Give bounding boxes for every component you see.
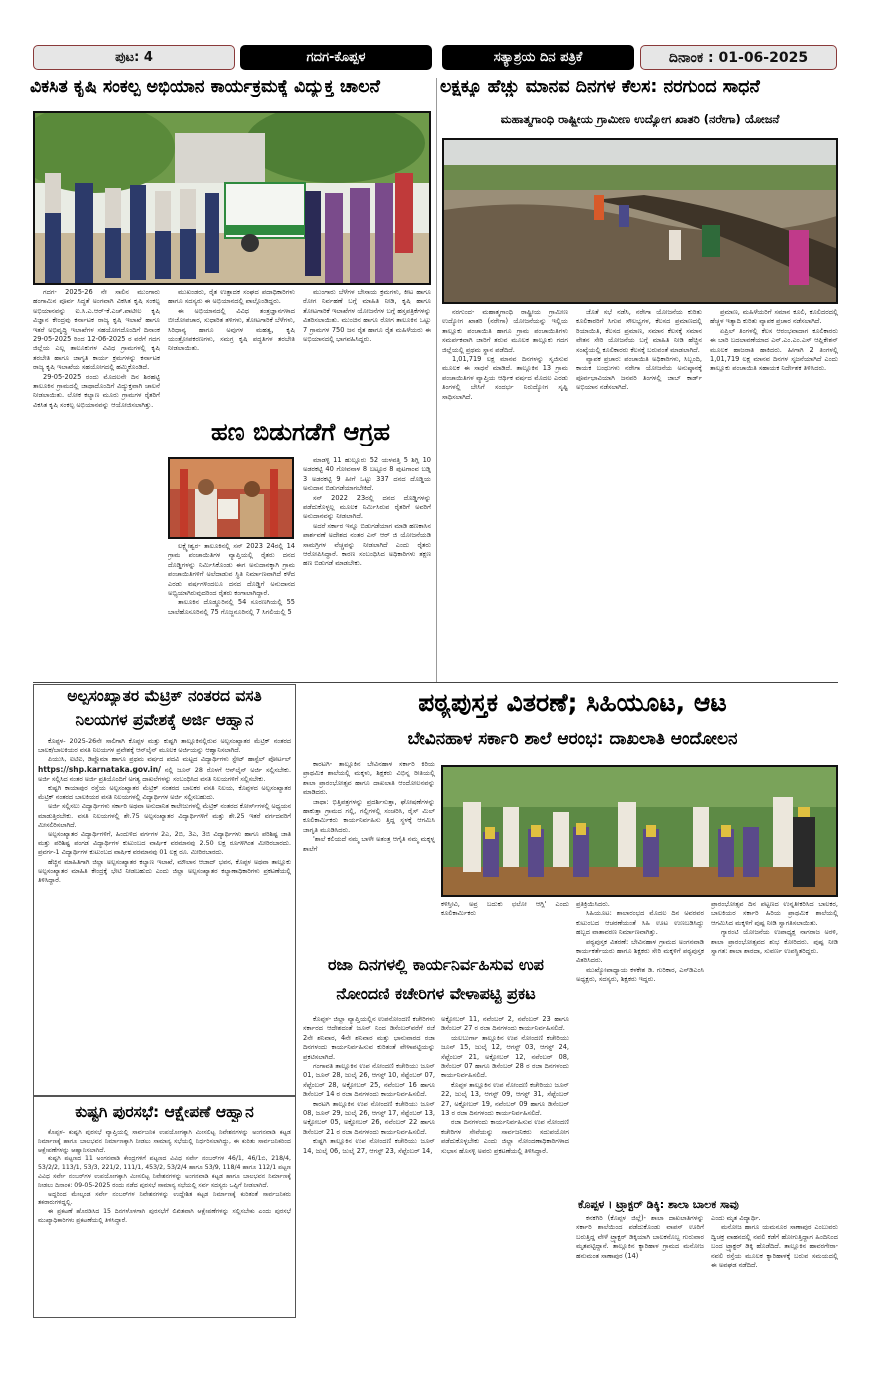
story5-paragraph: ಅದ್ದರಿಂದ ಮೇಲ್ಕಂಡ ಸರ್ವೇ ನಂಬರ್‌ಗಳ ನಿವೇಶನಗಳನ್ನು ಉದ್ದೇಶಿತ ಕಟ್ಟಡ ನಿರ್ಮಾಣಕ್ಕೆ ಕುರಿತಂತೆ ಸಾರ್ವಜನಿಕರು ತಕರಾರುಗಳಿದ್ದಲ್ಲಿ. — [38, 1190, 291, 1207]
story1-column-2 — [168, 288, 295, 410]
story7-column-2 — [441, 1015, 569, 1318]
story6-paragraph: ಗ್ಯಾರಂಟಿ ಯೋಜನೆಯ ಉಪಾಧ್ಯಕ್ಷ ನಾಗರಾಜ ಅರಳಿ, ಶಾಲಾ ಪ್ರಾರಂಭೋತ್ಸವದ ಶುಭ ಕೋರಿದರು. ಪುಷ್ಪ ನೀಡಿ ಸ್ವಾಗತ: ಶಾಲಾ ಶಾರದಾ, ಸುವರ್ಣ ಉಪಸ್ಥಿತರಿದ್ದರು. — [711, 928, 838, 956]
story8-paragraph: ಕನಕಗಿರಿ (ಕೊಪ್ಪಳ ಜಿಲ್ಲೆ)- ಶಾಲಾ ದಾಖಲಾತಿಗಳನ್ನು ಸರ್ಕಾರಿ ಶಾಲೆಯಿಂದ ಪಡೆದುಕೊಂಡು ವಾಪಸ್ ಊರಿಗೆ ಬರುತ್ತಿದ್ದ ವೇಳೆ ಟ್ರ್ಯಾಕ್ಟರ್ ಡಿಕ್ಕಿಯಾಗಿ ಬಾಲಕನೊಬ್ಬ ಗುರುವಾರ ಮೃತಪಟ್ಟಿದ್ದಾನೆ. ತಾಲ್ಲೂಕಿನ ಕ್ಯಾರಿಹಾಳ ಗ್ರಾಮದ ಮನೋಜ ಹನುಮಂತ ಸಾಣಾಪುರ (14) — [576, 1214, 704, 1260]
story4-box — [33, 684, 296, 1096]
story3-photo — [168, 457, 294, 539]
story6-paragraph: ಮುಖ್ಯೋಪಾಧ್ಯಾಯ ಕಳಕೇಶ ಡಿ. ಗುರಿಕಾರ, ಎಸ್‌ಡಿಎಂಸಿ ಅಧ್ಯಕ್ಷರು, ಸದಸ್ಯರು, ಶಿಕ್ಷಕರು ಇದ್ದರು. — [576, 965, 704, 984]
story7-paragraph: ಗಂಗಾವತಿ ತಾಲ್ಲೂಕಿನ ಉಪ ನೋಂದಣಿ ಕಚೇರಿಯು ಜೂನ್ 01, ಜೂನ್ 28, ಜುಲೈ 26, ಆಗಸ್ಟ್ 10, ಸೆಪ್ಟೆಂಬರ್ 07, ಸೆಪ್ಟೆಂಬರ್ 28, ಅಕ್ಟೋಬರ್ 25, ನವೆಂಬರ್ 16 ಹಾಗೂ ಡಿಸೆಂಬರ್ 14 ರ ರಜಾ ದಿನಗಳಂದು ಕಾರ್ಯನಿರ್ವಹಿಸಲಿದೆ. — [303, 1062, 435, 1099]
section-divider — [33, 682, 838, 683]
story7-headline-line1: ರಜಾ ದಿನಗಳಲ್ಲಿ ಕಾರ್ಯನಿರ್ವಹಿಸುವ ಉಪ — [328, 955, 544, 974]
story3-photo-image — [170, 459, 294, 539]
story6-photo-image — [443, 767, 838, 897]
story8-column-2 — [711, 1214, 838, 1318]
section-label — [240, 45, 432, 70]
story7-paragraph: ರಜಾ ದಿನಗಳಂದು ಕಾರ್ಯನಿರ್ವಹಿಸುವ ಉಪ ನೋಂದಣಿ ಕಚೇರಿಗಳ ಸೇವೆಯನ್ನು ಸಾರ್ವಜನಿಕರು ಸದುಪಯೋಗ ಪಡೆದುಕೊಳ್ಳಬೇಕು ಎಂದು ಜಿಲ್ಲಾ ನೋಂದಣಾಧಿಕಾರಿಗಳಾದ ಸುಭಾಸ ಹೊಸಳ್ಳಿ ಅವರು ಪ್ರಕಟಣೆಯಲ್ಲಿ ತಿಳಿಸಿದ್ದಾರೆ. — [441, 1118, 569, 1155]
story3-paragraph: ಸನ್ 2022 23ರಲ್ಲಿ ದನದ ದೊಡ್ಡಿಗಳನ್ನು ಪಡೆದುಕೊಳ್ಳಲ್ಲ ಮೂಲಕ ನಿರ್ಮಿಸಿರುವ ರೈತರಿಗೆ ಅವರಿಗೆ ಅನುದಾನವನ್ನು ನೀಡಲಾಗಿದೆ. — [303, 493, 431, 521]
story4-body — [38, 737, 291, 1092]
story2-paragraph: ಏಪ್ರಿಲ್ ತಿಂಗಳಲ್ಲಿ ಕೆಲಸ ಆರಂಭವಾದಾಗ ಕೂಲಿಕಾರರು ಈ ಬಾರಿ ಬದಲಾವಣೆಯಾದ ಎನ್.ಎಂ.ಎಂ.ಎಸ್ ಆಪ್ಲಿಕೇಶನ್ ಮೂಲಕ ಹಾಜರಾತಿ ಹಾಕಿದರು. ಹೀಗಾಗಿ 2 ತಿಂಗಳಲ್ಲಿ 1,01,719 ಲಕ್ಷ ಮಾನವ ದಿನಗಳ ಸೃಜನೆಯಾಗಿದೆ ಎಂದು ತಾಲ್ಲೂಕು ಪಂಚಾಯಿತಿ ಸಹಾಯಕ ನಿರ್ದೇಶಕ ತಿಳಿಸಿದರು. — [710, 326, 838, 373]
story2-photo-image — [444, 140, 838, 304]
story7-paragraph: ಕೊಪ್ಪಳ- ಜಿಲ್ಲಾ ವ್ಯಾಪ್ತಿಯಲ್ಲಿನ ಉಪನೋಂದಣಿ ಕಚೇರಿಗಳು ಸರ್ಕಾರದ ಆದೇಶದಂತೆ ಜೂನ್ ನಿಂದ ಡಿಸೆಂಬರ್‌ವರೆಗೆ ರಜೆ 2ನೇ ಶನಿವಾರ, 4ನೇ ಶನಿವಾರ ಮತ್ತು ಭಾನುವಾರದ ರಜಾ ದಿನಗಳಂದು ಕಾರ್ಯನಿರ್ವಹಿಸುವ ಕುರಿತಂತೆ ವೇಳಾಪಟ್ಟಿಯನ್ನು ಪ್ರಕಟಿಸಲಾಗಿದೆ. — [303, 1015, 435, 1061]
story1-paragraph: ಈ ಅಭಿಯಾನದಲ್ಲಿ ವಿವಿಧ ತಂತ್ರಜ್ಞಾನಗಳಾದ ಬೀಜೋಪಚಾರ, ಸುಧಾರಿತ ತಳಿಗಳು, ತೋಟಗಾರಿಕೆ ಬೆಳೆಗಳು, ಸಿರಿಧಾನ್ಯ ಹಾಗೂ ಅವುಗಳ ಮಹತ್ವ, ಕೃಷಿ ಯಂತ್ರೋಪಕರಣಗಳು, ಸಮಗ್ರ ಕೃಷಿ ಪದ್ಧತಿಗಳ ತರಬೇತಿ ನೀಡಲಾಯಿತು. — [168, 306, 295, 353]
story2-column-1 — [442, 308, 568, 684]
section-text: ಗದಗ-ಕೊಪ್ಪಳ — [306, 50, 366, 65]
story5-box — [33, 1096, 296, 1318]
story7-paragraph: ಯಲಬುರ್ಗಾ ತಾಲ್ಲೂಕಿನ ಉಪ ನೋಂದಣಿ ಕಚೇರಿಯು ಜೂನ್ 15, ಜುಲೈ 12, ಆಗಸ್ಟ್ 03, ಆಗಸ್ಟ್ 24, ಸೆಪ್ಟೆಂಬರ್ 21, ಅಕ್ಟೋಬರ್ 12, ನವೆಂಬರ್ 08, ಡಿಸೆಂಬರ್ 07 ಹಾಗೂ ಡಿಸೆಂಬರ್ 28 ರ ರಜಾ ದಿನಗಳಂದು ಕಾರ್ಯನಿರ್ವಹಿಸಲಿದೆ. — [441, 1033, 569, 1080]
story7-paragraph: ಕುಷ್ಟಗಿ ತಾಲ್ಲೂಕಿನ ಉಪ ನೋಂದಣಿ ಕಚೇರಿಯು ಜೂನ್ 14, ಜುಲೈ 06, ಜುಲೈ 27, ಆಗಸ್ಟ್ 23, ಸೆಪ್ಟೆಂಬರ್ 14, — [303, 1137, 435, 1155]
story7-paragraph: ಅಕ್ಟೋಬರ್ 11, ನವೆಂಬರ್ 2, ನವೆಂಬರ್ 23 ಹಾಗೂ ಡಿಸೆಂಬರ್ 27 ರ ರಜಾ ದಿನಗಳಂದು ಕಾರ್ಯನಿರ್ವಹಿಸಲಿದೆ. — [441, 1015, 569, 1033]
story2-paragraph: ಪ್ರಮಾಣ, ಮಹಿಳೆಯರಿಗೆ ಸಮಾನ ಕೂಲಿ, ಕೂಲಿದರದಲ್ಲಿ ಹೆಚ್ಚಳ ಇತ್ಯಾದಿ ಕುರಿತು ವ್ಯಾಪಕ ಪ್ರಚಾರ ನಡೆಸಲಾಗಿದೆ. — [710, 308, 838, 326]
story4-paragraph: ಹೆಚ್ಚಿನ ಮಾಹಿತಿಗಾಗಿ ಜಿಲ್ಲಾ ಅಲ್ಪಸಂಖ್ಯಾತರ ಕಲ್ಯಾಣ ಇಲಾಖೆ, ಮೌಲಾನ ಆಜಾದ್ ಭವನ, ಕೊಪ್ಪಳ ಅಥವಾ ತಾಲ್ಲೂಕು ಅಲ್ಪಸಂಖ್ಯಾತರ ಮಾಹಿತಿ ಕೇಂದ್ರಕ್ಕೆ ಭೇಟಿ ನೀಡಬಹುದು ಎಂದು ಜಿಲ್ಲಾ ಅಲ್ಪಸಂಖ್ಯಾತರ ಕಲ್ಯಾಣಾಧಿಕಾರಿಗಳು ಪ್ರಕಟಣೆಯಲ್ಲಿ ತಿಳಿಸಿದ್ದಾರೆ. — [38, 857, 291, 885]
story2-paragraph: ವ್ಯಾಪಕ ಪ್ರಚಾರ: ಪಂಚಾಯಿತಿ ಅಧಿಕಾರಿಗಳು, ಸಿಬ್ಬಂದಿ, ಕಾಯಕ ಬಂಧುಗಳು ನರೇಗಾ ಯೋಜನೆಯ ಅನುಷ್ಠಾನಕ್ಕೆ ಪೂರ್ವಭಾವಿಯಾಗಿ ಜನವರಿ ತಿಂಗಳಲ್ಲಿ ಜಾಬ್ ಕಾರ್ಡ್ ಅಭಿಯಾನ ನಡೆಸಲಾಗಿದೆ. — [576, 355, 702, 392]
story8-headline: ಕೊಪ್ಪಳ । ಟ್ರ್ಯಾಕ್ಟರ್ ಡಿಕ್ಕಿ: ಶಾಲಾ ಬಾಲಕ ಸಾವು — [578, 1198, 739, 1211]
page-number-label — [33, 45, 235, 70]
story4-paragraph: ಕುಷ್ಟಗಿ ಕಾಯಾಪುರ ರಸ್ತೆಯ ಅಲ್ಪಸಂಖ್ಯಾತರ ಮೆಟ್ರಿಕ್ ನಂತರದ ಬಾಲಕರ ವಸತಿ ನಿಲಯ, ಕೊಪ್ಪಳದ ಅಲ್ಪಸಂಖ್ಯಾತರ ಮೆಟ್ರಿಕ್ ನಂತರದ ಬಾಲಕಿಯರ ವಸತಿ ನಿಲಯಗಳಲ್ಲಿ ವಿದ್ಯಾರ್ಥಿಗಳ ಅರ್ಜಿ ಸಲ್ಲಿಸಬಹುದು. — [38, 784, 291, 802]
story2-subheadline: ಮಹಾತ್ಮಗಾಂಧಿ ರಾಷ್ಟ್ರೀಯ ಗ್ರಾಮೀಣ ಉದ್ಯೋಗ ಖಾತರಿ (ನರೇಗಾ) ಯೋಜನೆ — [500, 112, 780, 126]
story3-headline: ಹಣ ಬಿಡುಗಡೆಗೆ ಆಗ್ರಹ — [210, 418, 391, 446]
story3-caption-and-body — [168, 542, 295, 682]
story4-paragraph — [38, 755, 291, 784]
story3-paragraph: ತಾಲೂಕಿನ ದೊಡ್ಡೂರಿನಲ್ಲಿ 54 ಸೂರಣಗಿಯಲ್ಲಿ 55 ಬಾಲೆಹೊಸೂರಿನಲ್ಲಿ 75 ಗೊಜ್ಜನೂರಿನಲ್ಲಿ 7 ಸಿಗಲಿಯಲ್ಲಿ 5 — [168, 598, 295, 616]
story3-column-2 — [303, 456, 431, 682]
story1-paragraph: ಮುಂಗಾರು ಬೆಳೆಗಳ ಬೇಸಾಯ ಕ್ರಮಗಳು, ಕೀಟ ಹಾಗೂ ರೋಗ ನಿರ್ವಹಣೆ ಬಗ್ಗೆ ಮಾಹಿತಿ ನೀಡಿ, ಕೃಷಿ ಹಾಗೂ ತೋಟಗಾರಿಕೆ ಇಲಾಖೆಗಳ ಯೋಜನೆಗಳ ಬಗ್ಗೆ ಹಸ್ತಪತ್ರಿಕೆಗಳನ್ನು ವಿತರಿಸಲಾಯಿತು. ಮುಂಚಿನ ಹಾಗೂ ರೋಗ ತಾಲೂಕಿನ ಒಟ್ಟು 7 ಗ್ರಾಮಗಳ 750 ಜನ ರೈತ ಹಾಗೂ ರೈತ ಮಹಿಳೆಯರು ಈ ಅಭಿಯಾನದಲ್ಲಿ ಭಾಗವಹಿಸಿದ್ದರು. — [303, 288, 431, 344]
story3-paragraph: ಅದರೆ ಸರ್ಕಾರ ಇನ್ನೂ ಬಿಡುಗಡೆಯಾಗ ಮಾಡಿ ಹಣಕಾಸಿನ ಪಾರ್ಶವಣೆ ಅದೇಶದ ನಂತರ ಎನ್ ಆರ್ ಜಿ ಯೋಜನೆಯಡಿ ಸಾಮಗ್ರಿಗಳ ವೆಚ್ಚವನ್ನು ನೀಡಲಾಗಿದೆ ಎಂದು ರೈತರು ಆರೋಪಿಸಿದ್ದಾರೆ. ಕಾರಣ ಸಂಬಂಧಿಸಿದ ಅಧಿಕಾರಿಗಳು ತಕ್ಷಣ ಹಣ ಬಿಡುಗಡೆ ಮಾಡಬೇಕು. — [303, 521, 431, 568]
newspaper-name-text: ಸತ್ಯಾಶ್ರಯ ದಿನ ಪತ್ರಿಕೆ — [493, 50, 583, 65]
story7-paragraph: ಕಾರಟಗಿ ತಾಲ್ಲೂಕಿನ ಉಪ ನೋಂದಣಿ ಕಚೇರಿಯು ಜೂನ್ 08, ಜೂನ್ 29, ಜುಲೈ 26, ಆಗಸ್ಟ್ 17, ಸೆಪ್ಟೆಂಬರ್ 13, ಅಕ್ಟೋಬರ್ 05, ಅಕ್ಟೋಬರ್ 26, ನವೆಂಬರ್ 22 ಹಾಗೂ ಡಿಸೆಂಬರ್ 21 ರ ರಜಾ ದಿನಗಳಂದು ಕಾರ್ಯನಿರ್ವಹಿಸಲಿದೆ. — [303, 1099, 435, 1136]
story8-paragraph: ಮನೋಜ ಹಾಗೂ ಯಮನೂರ ಸಾಣಾಪುರ ಎಂಬುವರು ದ್ವಿಚಕ್ರ ವಾಹನದಲ್ಲಿ ನವಲಿ ಕಡೆಗೆ ಹೋಗುತ್ತಿದ್ದಾಗ ಹಿಂದಿನಿಂದ ಬಂದ ಟ್ರ್ಯಾಕ್ಟರ್ ಡಿಕ್ಕಿ ಹೊಡೆದಿದೆ. ತಾಲ್ಲೂಕಿನ ಹಾವರಗೇರಾ- ನವಲಿ ರಸ್ತೆಯ ಮೂಲಕ ಕ್ಯಾರಿಹಾಳಕ್ಕೆ ಬರುವ ಸಮಯದಲ್ಲಿ ಈ ಅವಘಡ ನಡೆದಿದೆ. — [711, 1223, 838, 1270]
story6-column-2 — [441, 900, 569, 924]
story8-paragraph: ಎಂದು ಮೃತ ವಿದ್ಯಾರ್ಥಿ. — [711, 1214, 761, 1222]
story6-subheadline: ಬೇವಿನಹಾಳ ಸರ್ಕಾರಿ ಶಾಲೆ ಆರಂಭ: ದಾಖಲಾತಿ ಆಂದೋಲನ — [407, 729, 738, 749]
story7-headline-line2: ನೋಂದಣಿ ಕಚೇರಿಗಳ ವೇಳಾಪಟ್ಟಿ ಪ್ರಕಟ — [336, 984, 536, 1003]
story1-photo-image — [35, 113, 431, 285]
story2-column-2 — [576, 308, 702, 684]
hostel-portal-link[interactable]: https://shp.karnataka.gov.in/ — [38, 764, 161, 774]
story6-photo — [441, 765, 838, 897]
story4-paragraph: ಅಲ್ಪಸಂಖ್ಯಾತರ ವಿದ್ಯಾರ್ಥಿಗಳಿಗೆ, ಹಿಂದುಳಿದ ವರ್ಗಗಳ 2ಎ, 2ಬಿ, 3ಎ, 3ಬಿ ವಿದ್ಯಾರ್ಥಿಗಳು ಹಾಗೂ ಪರಿಶಿಷ್ಟ ಜಾತಿ ಮತ್ತು ಪರಿಶಿಷ್ಟ ಪಂಗಡ ವಿದ್ಯಾರ್ಥಿಗಳ ಕುಟುಂಬದ ವಾರ್ಷಿಕ ವರಮಾನವು 2.50 ಲಕ್ಷ ರೂಗಳಿಗಿಂತ ಮೀರಿರಬಾರದು. ಪ್ರವರ್ಗ-1 ವಿದ್ಯಾರ್ಥಿಗಳ ಕುಟುಂಬದ ವಾರ್ಷಿಕ ವರಮಾನವು 01 ಲಕ್ಷ ರೂ. ಮೀರಿರಬಾರದು. — [38, 830, 291, 857]
story5-headline: ಕುಷ್ಟಗಿ ಪುರಸಭೆ: ಆಕ್ಷೇಪಣೆ ಆಹ್ವಾನ — [75, 1103, 254, 1121]
story2-headline: ಲಕ್ಷಕ್ಕೂ ಹೆಚ್ಚು ಮಾನವ ದಿನಗಳ ಕೆಲಸ: ನರಗುಂದ ಸಾಧನೆ — [440, 77, 760, 97]
issue-date-text: ದಿನಾಂಕ : 01-06-2025 — [668, 49, 809, 66]
story3-paragraph: ಮಾಡಳ್ಳಿ 11 ಹುಲ್ಲೂರು 52 ಯಳವತ್ತಿ 5 ಶಿಗ್ಲಿ 10 ಅಡರಕಟ್ಟಿ 40 ಗೋವನಾಳ 8 ಬಟ್ಟೂರ 8 ಪುಟಗಾಂವ ಬಡ್ನಿ 3 ಅಡರಕಟ್ಟಿ 9 ಹೀಗೆ ಒಟ್ಟು 337 ದನದ ದೊಡ್ಡಿಯ ಅನುದಾನ ಬಿಡುಗಡೆಯಾಗಬೇಕಿದೆ. — [303, 456, 431, 493]
story6-paragraph: ಜಾಥಾ: ಭಿತ್ತಿಪತ್ರಗಳನ್ನು ಪ್ರದರ್ಶಿಸುತ್ತಾ, ಘೋಷಣೆಗಳನ್ನು ಹಾಕುತ್ತಾ ಗ್ರಾಮದ ಗಲ್ಲಿ, ಗಲ್ಲಿಗಳಲ್ಲಿ ಸಂಚರಿಸಿ, ರೈಸ್ ಮಿಲ್ ಕೂಲಿಕಾರ್ಮಿಕರು ಕಾರ್ಯನಿರ್ವಹಿಸು ತ್ತಿದ್ದ ಸ್ಥಳಕ್ಕೆ ಆಗಮಿಸಿ ಜಾಗೃತಿ ಮೂಡಿಸಿದರು. — [303, 797, 435, 834]
story4-text: ನಲ್ಲಿ ಜೂನ್ 28 ರೊಳಗೆ ಆನ್‌ಲೈನ್ ಅರ್ಜಿ ಸಲ್ಲಿಸಬೇಕು. ಅರ್ಜಿ ಸಲ್ಲಿಸಿದ ನಂತರ ಅರ್ಜಿ ಪ್ರತಿಯೊಂದಿಗೆ ಅಗತ್ಯ ದಾಖಲೆಗಳನ್ನು ಸಂಬಂಧಿಸಿದ ವಸತಿ ನಿಲಯಗಳಿಗೆ ಸಲ್ಲಿಸಬೇಕು. — [38, 765, 291, 783]
story6-headline: ಪಠ್ಯಪುಸ್ತಕ ವಿತರಣೆ; ಸಿಹಿಯೂಟ, ಆಟ — [418, 688, 727, 717]
story5-paragraph: ಕುಷ್ಟಗಿ ಪಟ್ಟಣದ 11 ಅಂಗನವಾಡಿ ಕೇಂದ್ರಗಳಿಗೆ ಪಟ್ಟಣದ ವಿವಿಧ ಸರ್ವೇ ನಂಬರ್‌ಗಳ 46/1, 46/1ಬಿ, 218/4, 53/2/2, 113/1, 53/3, 221/2, 111/1, 453/2, 53/2/4 ಹಾಗೂ 53/9, 118/4 ಹಾಗೂ 112/1 ಪಟ್ಟಣ ವಿವಿಧ ಸರ್ವೇ ನಂಬರ್‌ಗಳ ಉಪಯೋಗಕ್ಕಾಗಿ ಮೀಸಲಿಟ್ಟ ನಿವೇಶನಗಳನ್ನು ಅಂಗನವಾಡಿ ಕಟ್ಟಡ ಹಾಗೂ ಬಾಲಭವನ ನಿರ್ಮಾಣಕ್ಕೆ ನೀಡಲು ದಿನಾಂಕ: 09-05-2025 ರಂದು ನಡೆದ ಪುರಸಭೆ ಸಾಮಾನ್ಯ ಸಭೆಯಲ್ಲಿ ಸರ್ವ ಸದಸ್ಯರು ಒಪ್ಪಿಗೆ ನೀಡಲಾಗಿದೆ. — [38, 1155, 291, 1189]
story1-column-1 — [33, 288, 160, 682]
story6-column-4 — [711, 900, 838, 1180]
story1-paragraph: 29-05-2025 ರಂದು ಮೊದಲನೇ ದಿನ ಶಿರಹಟ್ಟಿ ತಾಲೂಕಿನ ಗ್ರಾಮದಲ್ಲಿ ಜಾಥಾದೊಂದಿಗೆ ವಿದ್ಯುಕ್ತವಾಗಿ ಚಾಲನೆ ನೀಡಲಾಯಿತು. ಲೋಕ ಕಲ್ಯಾಣ ಮೂರು ಗ್ರಾಮಗಳ ರೈತರಿಗೆ ವಿಕಸಿತ ಕೃಷಿ ಸಂಕಲ್ಪ ಅಭಿಯಾನವನ್ನು ಆಯೋಜಿಸಲಾಗಿತ್ತು. — [33, 372, 160, 409]
story6-paragraph: 'ಶಾಲೆ ಕಲಿಯದೆ ನಮ್ಮ ಬಾಳೇ ಅತಂತ್ರ ಆಗೈತಿ ನಮ್ಮ ಮಕ್ಕಳ್ನ ಶಾಲೆಗೆ — [303, 835, 435, 853]
story6-paragraph: ಪಠ್ಯಪುಸ್ತಕ ವಿತರಣೆ: ಬೇವಿನಹಾಳ ಗ್ರಾಮದ ಅಂಗನವಾಡಿ ಕಾರ್ಯಕರ್ತೆಯರು ಹಾಗೂ ಶಿಕ್ಷಕರು ಸೇರಿ ಮಕ್ಕಳಿಗೆ ಪಠ್ಯಪುಸ್ತಕ ವಿತರಿಸಿದರು. — [576, 937, 704, 965]
story4-paragraph: ಕೊಪ್ಪಳ- 2025-26ನೇ ಸಾಲಿಗಾಗಿ ಕೊಪ್ಪಳ ಮತ್ತು ಕುಷ್ಟಗಿ ತಾಲ್ಲೂಕಿನಲ್ಲಿರುವ ಅಲ್ಪಸಂಖ್ಯಾತರ ಮೆಟ್ರಿಕ್ ನಂತರದ ಬಾಲಕ/ಬಾಲಕಿಯರ ವಸತಿ ನಿಲಯಗಳ ಪ್ರವೇಶಕ್ಕೆ ಆನ್‌ಲೈನ್ ಮೂಲಕ ಅರ್ಜಿಯನ್ನು ಆಹ್ವಾನಿಸಲಾಗಿದೆ. — [38, 737, 291, 755]
page-number-text: ಪುಟ: 4 — [115, 50, 153, 65]
story1-photo — [33, 111, 431, 285]
story6-paragraph: ಸಿಹಿಯೂಟ: ಶಾಲಾರಂಭದ ಮೊದಲ ದಿನ ಅವರವರ ಕುಟುಂಬದ ಆಚರಣೆಯಂತೆ ಸಿಹಿ ಊಟ ಉಣಬಡಿಸಿದ್ದು ಹಬ್ಬದ ವಾತಾವರಣ ನಿರ್ಮಾಣವಾಗಿತ್ತು. — [576, 909, 704, 937]
story1-paragraph: ಗದಗ- 2025-26 ನೇ ಸಾಲಿನ ಮುಂಗಾರು ಹಂಗಾಮಿನ ಪೂರ್ವ ಸಿದ್ಧತೆ ಅಂಗವಾಗಿ ವಿಕಸಿತ ಕೃಷಿ ಸಂಕಲ್ಪ ಅಭಿಯಾನವನ್ನು ಐ.ಸಿ.ಎ.ಆರ್-ಕೆ.ಎಚ್.ಪಾಟೀಲ ಕೃಷಿ ವಿಜ್ಞಾನ ಕೇಂದ್ರವು ಕರ್ನಾಟಕ ರಾಜ್ಯ ಕೃಷಿ ಇಲಾಖೆ ಹಾಗೂ ಇತರೆ ಅಭಿವೃದ್ಧಿ ಇಲಾಖೆಗಳ ಸಹಯೋಗದೊಂದಿಗೆ ದಿನಾಂಕ 29-05-2025 ರಿಂದ 12-06-2025 ರ ವರೆಗೆ ಗದಗ ಜಿಲ್ಲೆಯ ಎಲ್ಲ ತಾಲೂಕುಗಳ ವಿವಿಧ ಗ್ರಾಮಗಳಲ್ಲಿ ಕೃಷಿ ತರಬೇತಿ ಹಾಗೂ ಜಾಗೃತಿ ಕಾರ್ಯ ಕ್ರಮಗಳನ್ನು ಕರ್ನಾಟಕ ರಾಜ್ಯ ಕೃಷಿ ಇಲಾಖೆಯ ಸಹಯೋಗದಲ್ಲಿ ಹಮ್ಮಿಕೊಂಡಿದೆ. — [33, 288, 160, 372]
story4-paragraph: ಅರ್ಜಿ ಸಲ್ಲಿಸಲು ವಿದ್ಯಾರ್ಥಿಗಳು ಸರ್ಕಾರಿ ಅಥವಾ ಅನುದಾನಿತ ಕಾಲೇಜುಗಳಲ್ಲಿ ಮೆಟ್ರಿಕ್ ನಂತರದ ಕೋರ್ಸ್‌ಗಳಲ್ಲಿ ಅಧ್ಯಯನ ಮಾಡುತ್ತಿರಬೇಕು. ವಸತಿ ನಿಲಯಗಳಲ್ಲಿ ಶೇ.75 ಅಲ್ಪಸಂಖ್ಯಾತರ ವಿದ್ಯಾರ್ಥಿಗಳಿಗೆ ಮತ್ತು ಶೇ.25 ಇತರೆ ವರ್ಗದವರಿಗೆ ಮೀಸಲಿರಿಸಲಾಗಿದೆ. — [38, 802, 291, 829]
story2-column-3 — [710, 308, 838, 684]
newspaper-name — [442, 45, 634, 70]
story6-column-1 — [303, 760, 435, 922]
story6-paragraph: ಪ್ರಾರಂಭೋತ್ಸವ ದಿನ ಪಟ್ಟಣದ ಉನ್ನತೀಕರಿಸಿದ ಬಾಲಕರ, ಬಾಲಕಿಯರ ಸರ್ಕಾರಿ ಹಿರಿಯ ಪ್ರಾಥಮಿಕ ಶಾಲೆಯಲ್ಲಿ ಆಗಮಿಸಿದ ಮಕ್ಕಳಿಗೆ ಪುಷ್ಪ ನೀಡಿ ಸ್ವಾಗತಿಸಲಾಯಿತು. — [711, 900, 838, 927]
story4-headline-line1: ಅಲ್ಪಸಂಖ್ಯಾತರ ಮೆಟ್ರಿಕ್ ನಂತರದ ವಸತಿ — [67, 687, 262, 705]
story2-paragraph: ಜೊತೆ ಸಭೆ ನಡೆಸಿ, ನರೇಗಾ ಯೋಜನೆಯ ಕುರಿತು ಕೂಲಿಕಾರರಿಗೆ ಸಿಗುವ ಸೌಲಭ್ಯಗಳ, ಕೆಲಸದ ಪ್ರಮಾಣದಲ್ಲಿ ರಿಯಾಯಿತಿ, ಕೆಲಸದ ಪ್ರಮಾಣ, ಸಮಾನ ಕೆಲಸಕ್ಕೆ ಸಮಾನ ವೇತನ ಸೇರಿ ಯೋಜನೆಯ ಬಗ್ಗೆ ಮಾಹಿತಿ ನೀಡಿ ಹೆಚ್ಚಿನ ಸಂಖ್ಯೆಯಲ್ಲಿ ಕೂಲಿಕಾರರು ಕೆಲಸಕ್ಕೆ ಬರುವಂತೆ ಮಾಡಲಾಗಿದೆ. — [576, 308, 702, 354]
story6-column-3 — [576, 900, 704, 1180]
story6-paragraph: ಕಾರಟಗಿ- ತಾಲ್ಲೂಕಿನ ಬೇವಿನಹಾಳ ಸರ್ಕಾರಿ ಕಿರಿಯ ಪ್ರಾಥಮಿಕ ಶಾಲೆಯಲ್ಲಿ ಮಕ್ಕಳು, ಶಿಕ್ಷಕರು ವಿಭಿನ್ನ ರೀತಿಯಲ್ಲಿ ಶಾಲಾ ಪ್ರಾರಂಭೋತ್ಸವ ಹಾಗೂ ದಾಖಲಾತಿ ಆಂದೋಲನವನ್ನು ಮಾಡಿದರು. — [303, 760, 435, 797]
story1-column-3 — [303, 288, 431, 410]
story4-text: ಪಿಯುಸಿ, ಐಟಿಐ, ಡಿಪ್ಲೊಮಾ ಹಾಗೂ ಪ್ರಥಮ ವರ್ಷದ ಪದವಿ ಮಟ್ಟದ ವಿದ್ಯಾರ್ಥಿಗಳು ಸ್ಟೇಟ್ ಹಾಸ್ಟೆಲ್ ಪೋರ್ಟಲ್ — [48, 755, 291, 764]
story3-photo-caption: ಲಕ್ಷ್ಮೇಶ್ವರ- ತಾಲೂಕಿನಲ್ಲಿ ಸನ್ 2023 24ರಲ್ಲಿ 14 ಗ್ರಾಮ ಪಂಚಾಯಿತಿಗಳ ವ್ಯಾಪ್ತಿಯಲ್ಲಿ ರೈತರು ದನದ ದೊಡ್ಡಿಗಳನ್ನು ನಿರ್ಮಿಸಿಕೊಂಡು ಈಗ ಅನುದಾನಕ್ಕಾಗಿ ಗ್ರಾಮ ಪಂಚಾಯಿತಿಗಳಿಗೆ ಅಲೆದಾಡುವ ಸ್ಥಿತಿ ನಿರ್ಮಾಣವಾಗಿದೆ ಕಳೆದ ಎರಡು ವರ್ಷಗಳಿಂದಲೂ ದನದ ದೊಡ್ಡಿಗೆ ಅನುದಾನದ ಅಭ್ಯಿಯಾಗಿರುವುದರಿಂದ ರೈತರು ಕಂಗಾಲಾಗಿದ್ದಾರೆ. — [168, 542, 295, 598]
story2-paragraph: 1,01,719 ಲಕ್ಷ ಮಾನವ ದಿನಗಳನ್ನು ಸೃಜಿಸುವ ಮೂಲಕ ಈ ಸಾಧನೆ ಮಾಡಿದೆ. ತಾಲ್ಲೂಕಿನ 13 ಗ್ರಾಮ ಪಂಚಾಯಿತಿಗಳ ವ್ಯಾಪ್ತಿಯ ಆರ್ಥಿಕ ವರ್ಷದ ಮೊದಲ ಎರಡು ತಿಂಗಳಲ್ಲಿ ಬೇಸಿಗೆ ಸಂದರ್ಭ ನಿರುದ್ಯೋಗ ಸೃಷ್ಟಿ ಸಾಧಿಸಲಾಗಿದೆ. — [442, 355, 568, 401]
story5-body — [38, 1129, 291, 1315]
story5-paragraph: ಕೊಪ್ಪಳ- ಕುಷ್ಟಗಿ ಪುರಸಭೆ ವ್ಯಾಪ್ತಿಯಲ್ಲಿ ಸಾರ್ವಜನಿಕ ಉಪಯೋಗಕ್ಕಾಗಿ ಮೀಸಲಿಟ್ಟ ನಿವೇಶನಗಳನ್ನು ಅಂಗನವಾಡಿ ಕಟ್ಟಡ ನಿರ್ಮಾಣಕ್ಕೆ ಹಾಗೂ ಬಾಲಭವನ ನಿರ್ಮಾಣಕ್ಕಾಗಿ ನೀಡಲು ಸಾಮಾನ್ಯ ಸಭೆಯಲ್ಲಿ ನಿರ್ಧರಿಸಲಾಗಿದ್ದು, ಈ ಕುರಿತು ಸಾರ್ವಜನಿಕರಿಂದ ಆಕ್ಷೇಪಣೆಗಳನ್ನು ಆಹ್ವಾನಿಸಲಾಗಿದೆ. — [38, 1129, 291, 1154]
story7-column-1 — [303, 1015, 435, 1318]
issue-date — [640, 45, 837, 70]
story4-headline-line2: ನಿಲಯಗಳ ಪ್ರವೇಶಕ್ಕೆ ಅರ್ಜಿ ಆಹ್ವಾನ — [75, 711, 254, 729]
column-divider — [436, 78, 437, 682]
story1-paragraph: ಮುಖಂಡರು, ರೈತ ಉತ್ಪಾದಕ ಸಂಘದ ಪದಾಧಿಕಾರಿಗಳು ಹಾಗೂ ಸದಸ್ಯರು ಈ ಅಭಿಯಾನದಲ್ಲಿ ಪಾಲ್ಗೊಂಡಿದ್ದರು. — [168, 288, 295, 306]
story6-paragraph: ಪ್ರತಿಕ್ರಿಯಿಸಿದರು. — [576, 900, 610, 908]
story2-paragraph: ನರಗುಂದ- ಮಹಾತ್ಮಗಾಂಧಿ ರಾಷ್ಟ್ರೀಯ ಗ್ರಾಮೀಣ ಉದ್ಯೋಗ ಖಾತರಿ (ನರೇಗಾ) ಯೋಜನೆಯನ್ನು ಇಲ್ಲಿಯ ತಾಲ್ಲೂಕು ಪಂಚಾಯಿತಿ ಹಾಗೂ ಗ್ರಾಮ ಪಂಚಾಯಿತಿಗಳು ಸಮರ್ಪಕವಾಗಿ ಜಾರಿಗೆ ತರುವ ಮೂಲಕ ತಾಲ್ಲೂಕು ಗದಗ ಜಿಲ್ಲೆಯಲ್ಲಿ ಪ್ರಥಮ ಸ್ಥಾನ ಪಡೆದಿದೆ. — [442, 308, 568, 354]
story2-photo — [442, 138, 838, 304]
story5-paragraph: ಈ ಪ್ರಕಟಣೆ ಹೊರಡಿಸಿದ 15 ದಿನಗಳೊಳಗಾಗಿ ಪುರಸಭೆಗೆ ಲಿಖಿತವಾಗಿ ಆಕ್ಷೇಪಣೆಗಳನ್ನು ಸಲ್ಲಿಸಬೇಕು ಎಂದು ಪುರಸಭೆ ಮುಖ್ಯಾಧಿಕಾರಿಗಳು ಪ್ರಕಟಣೆಯಲ್ಲಿ ತಿಳಿಸಿದ್ದಾರೆ. — [38, 1208, 291, 1224]
story1-headline: ವಿಕಸಿತ ಕೃಷಿ ಸಂಕಲ್ಪ ಅಭಿಯಾನ ಕಾರ್ಯಕ್ರಮಕ್ಕೆ ವಿದ್ಯುಕ್ತ ಚಾಲನೆ — [30, 77, 380, 97]
story6-paragraph: ಕಳಿಸ್ತೀವಿ, ಅವ್ರ ಬದುಕು ಛಲೋ ಆಗ್ಲಿ' ಎಂದು ಕೂಲಿಕಾರ್ಮಿಕರು — [441, 900, 569, 918]
story8-column-1 — [576, 1214, 704, 1318]
story7-paragraph: ಕೊಪ್ಪಳ ತಾಲ್ಲೂಕಿನ ಉಪ ನೋಂದಣಿ ಕಚೇರಿಯು ಜೂನ್ 22, ಜುಲೈ 13, ಆಗಸ್ಟ್ 09, ಆಗಸ್ಟ್ 31, ಸೆಪ್ಟೆಂಬರ್ 27, ಅಕ್ಟೋಬರ್ 19, ನವೆಂಬರ್ 09 ಹಾಗೂ ಡಿಸೆಂಬರ್ 13 ರ ರಜಾ ದಿನಗಳಂದು ಕಾರ್ಯನಿರ್ವಹಿಸಲಿದೆ. — [441, 1080, 569, 1118]
